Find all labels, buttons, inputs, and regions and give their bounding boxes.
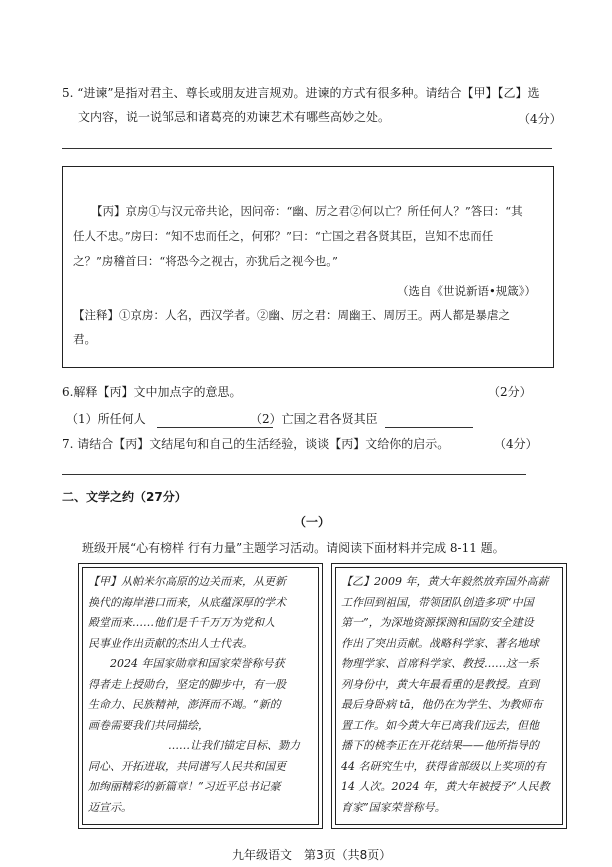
jia-line: 迈宣示。 [88,800,132,814]
yi-line: 第一”，为深地资源探测和国防安全建设 [341,616,534,629]
bing-note2: 君。 [73,332,96,346]
q5-line1: 5. “进谏”是指对君主、尊长或朋友进言规劝。进谏的方式有很多种。请结合【甲】【乙】选 [62,86,540,100]
jia-line: 换代的海岸港口而来，从底蕴深厚的学术 [88,595,286,609]
yi-line: 播下的桃李正在开花结果——他所指导的 [341,739,539,752]
yi-line: 44 名研究生中，获得省部级以上奖项的有 [341,759,546,773]
yi-line: 育家”国家荣誉称号。 [341,800,446,814]
material-yi-card [331,563,567,829]
jia-line: 加绚丽精彩的新篇章！”习近平总书记豪 [88,780,281,793]
section2-title: 二、文学之约（27分） [62,490,187,504]
yi-line: 置工作。如今黄大年已离我们远去，但他 [341,718,539,732]
section2-part: （一） [294,515,331,529]
yi-line: 作出了突出贡献。战略科学家、著名地球 [341,636,539,650]
material-jia-card [78,563,323,829]
yi-line: 【乙】2009 年，黄大年毅然放弃国外高薪 [341,575,549,588]
yi-line: 列身份中，黄大年最看重的是教授。直到 [341,677,539,691]
bing-note1: 【注释】①京房：人名，西汉学者。②幽、厉之君：周幽王、周厉王。两人都是暴虐之 [73,308,510,322]
section2-intro: 班级开展“心有榜样 行有力量”主题学习活动。请阅读下面材料并完成 8-11 题。 [82,541,505,555]
q7-answer-line[interactable] [62,474,526,475]
q5-score: （4分） [518,112,562,126]
q6-item2-blank[interactable] [385,414,473,428]
jia-line: 得者走上授勋台，坚定的脚步中，有一股 [88,677,286,691]
yi-line: 工作回到祖国，带领团队创造多项“中国 [341,595,534,609]
q7-score: （4分） [494,437,538,451]
yi-line: 物理学家、首席科学家、教授……这一系 [341,657,539,670]
jia-line: 画卷需要我们共同描绘， [88,718,209,732]
q5-line2: 文内容，说一说邹忌和诸葛亮的劝谏艺术有哪些高妙之处。 [78,110,391,124]
passage-bing-box [62,166,554,368]
jia-line: 同心、开拓进取，共同谱写人民共和国更 [88,759,286,773]
material-yi-content [335,567,563,825]
jia-line: 殿堂而来……他们是千千万万为党和人 [88,616,275,629]
q5-answer-line[interactable] [62,148,552,149]
q6-score: （2分） [488,385,532,399]
yi-line: 最后身卧病 tā，他仍在为学生、为教师布 [341,698,543,711]
jia-line: 民事业作出贡献的杰出人士代表。 [88,636,253,650]
q6-item1 [66,410,273,428]
jia-line: 【甲】从帕米尔高原的边关而来，从更新 [88,575,286,588]
q6-item2 [250,410,473,428]
page-footer: 九年级语文 第3页（共8页） [232,848,392,862]
jia-line: ……让我们锚定目标、勠力 [168,739,300,752]
bing-source: （选自《世说新语•规箴》） [397,284,537,298]
q6-text: 6.解释【丙】文中加点字的意思。 [62,385,242,399]
material-jia-content [82,567,319,825]
q7-text: 7. 请结合【丙】文结尾句和自己的生活经验，谈谈【丙】文给你的启示。 [62,437,450,451]
jia-line: 生命力、民族精神，澎湃而不竭。“新的 [88,698,281,711]
yi-line: 14 人次。2024 年，黄大年被授予“人民教 [341,780,550,793]
q6-item1-label: （1）所任何人 [66,412,146,426]
q6-item2-label: （2）亡国之君各贤其臣 [250,412,378,426]
bing-line1: 【丙】京房①与汉元帝共论，因问帝：“幽、厉之君②何以亡？所任何人？”答曰：“其 [91,204,523,218]
jia-line: 2024 年国家勋章和国家荣誉称号获 [88,657,285,670]
bing-line3: 之？”房稽首曰：“将恐今之视古，亦犹后之视今也。” [73,254,338,268]
bing-line2: 任人不忠。”房曰：“知不忠而任之，何邪？”曰：“亡国之君各贤其臣，岂知不忠而任 [73,229,494,243]
